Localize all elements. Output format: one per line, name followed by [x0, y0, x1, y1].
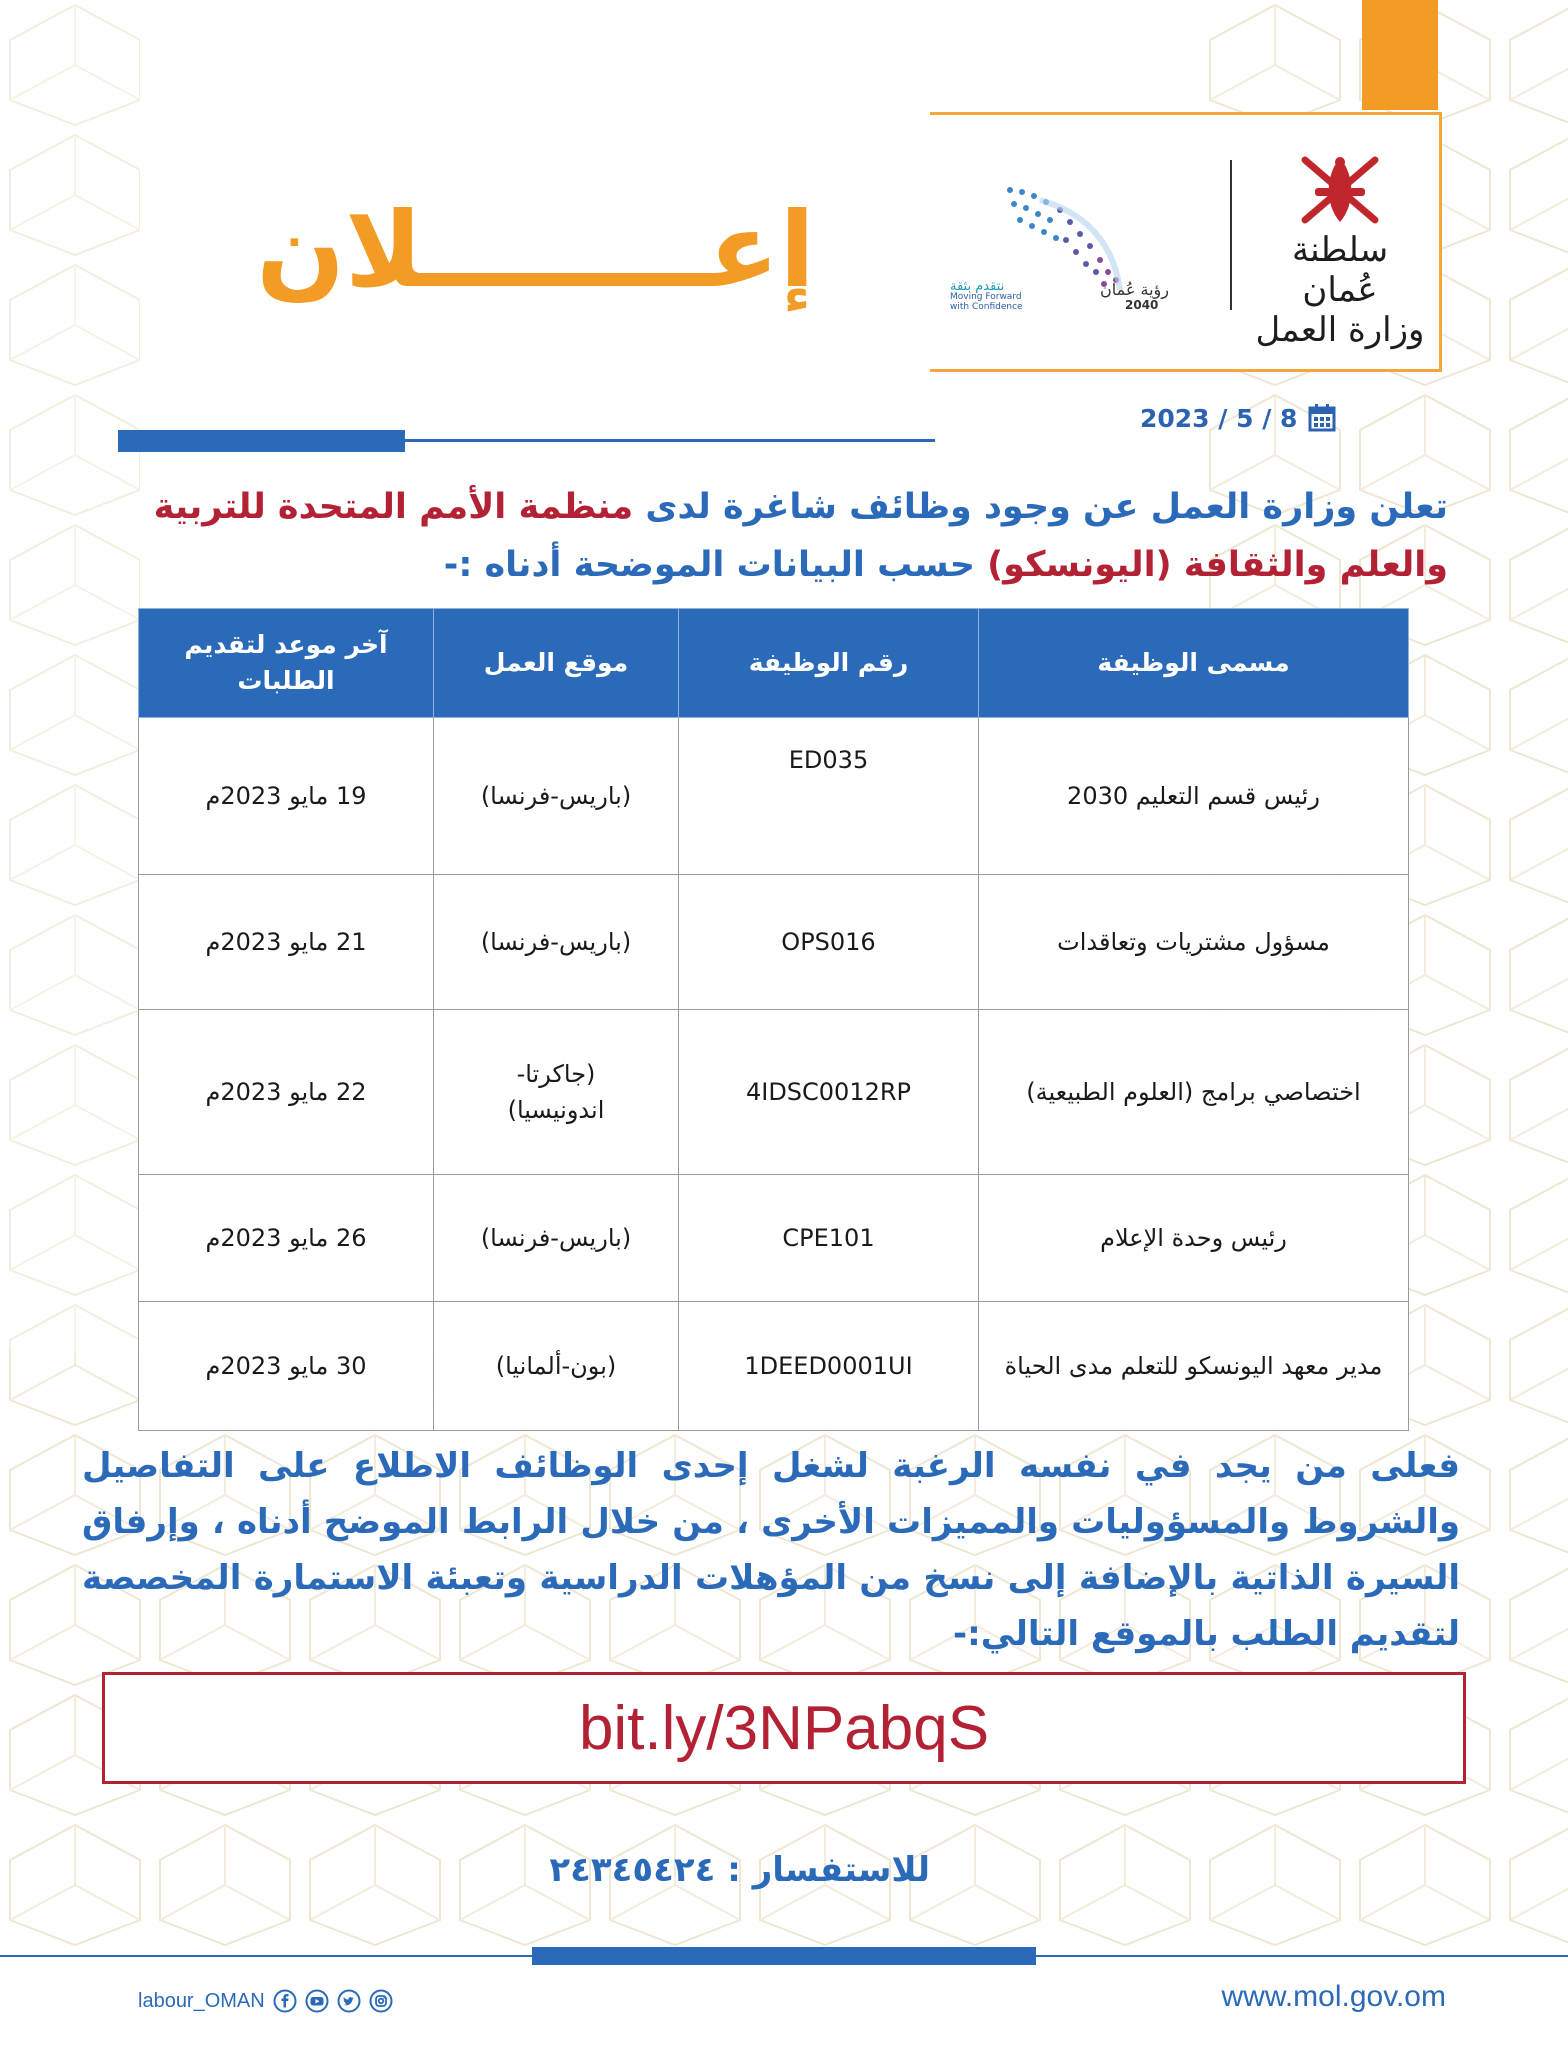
- table-header-row: [139, 609, 1409, 718]
- section-divider-thin: [405, 439, 935, 442]
- job-location: (بون-ألمانيا): [434, 1302, 679, 1431]
- job-location: (جاكرتا-اندونيسيا): [434, 1010, 679, 1175]
- website-link[interactable]: www.mol.gov.om: [1221, 1980, 1446, 2013]
- job-id: ED035: [679, 718, 979, 875]
- calendar-icon: [1307, 403, 1337, 433]
- slogan-english: Moving Forward with Confidence: [950, 292, 1023, 312]
- job-id: OPS016: [679, 875, 979, 1010]
- header-deadline: آخر موعد لتقديم الطلبات: [139, 609, 434, 718]
- page-title: إعــــــــلان: [256, 189, 815, 311]
- job-deadline: 21 مايو 2023م: [139, 875, 434, 1010]
- job-id: 1DEED0001UI: [679, 1302, 979, 1431]
- facebook-icon[interactable]: [273, 1989, 297, 2013]
- social-links: [138, 1986, 393, 2016]
- intro-organization: منظمة الأمم المتحدة للتربية والعلم والثقافة (اليونسكو): [153, 487, 1448, 585]
- instagram-icon[interactable]: [369, 1989, 393, 2013]
- header-job-id: رقم الوظيفة: [679, 609, 979, 718]
- job-deadline: 30 مايو 2023م: [139, 1302, 434, 1431]
- logo-divider: [1230, 160, 1232, 310]
- oman-emblem-icon: [1295, 150, 1385, 230]
- table-row: [139, 875, 1409, 1010]
- table-row: [139, 1010, 1409, 1175]
- vision-label: رؤية عُمان: [1100, 280, 1169, 299]
- youtube-icon[interactable]: [305, 1989, 329, 2013]
- table-row: [139, 1302, 1409, 1431]
- footer-divider-thick: [532, 1947, 1036, 1965]
- job-deadline: 19 مايو 2023م: [139, 718, 434, 875]
- header-location: موقع العمل: [434, 609, 679, 718]
- ministry-name: [1255, 230, 1425, 350]
- vision-year: 2040: [1125, 298, 1159, 312]
- twitter-icon[interactable]: [337, 1989, 361, 2013]
- ministry-line1: سلطنة عُمان: [1291, 230, 1389, 310]
- intro-paragraph: [100, 478, 1448, 594]
- logo-card-border: [930, 369, 1442, 372]
- announcement-date: 2023 / 5 / 8: [1140, 403, 1298, 433]
- job-title: رئيس وحدة الإعلام: [979, 1175, 1409, 1302]
- inquiry-phone: للاستفسار : ٢٤٣٤٥٤٢٤: [549, 1850, 930, 1890]
- slogan-arabic: نتقدم بثقة: [950, 279, 1005, 294]
- job-location: (باريس-فرنسا): [434, 1175, 679, 1302]
- orange-accent-bar: [1362, 0, 1438, 110]
- date-row: [1140, 400, 1337, 436]
- header-job-title: مسمى الوظيفة: [979, 609, 1409, 718]
- section-divider-thick: [118, 430, 405, 452]
- job-location: (باريس-فرنسا): [434, 875, 679, 1010]
- job-location: (باريس-فرنسا): [434, 718, 679, 875]
- table-row: [139, 718, 1409, 875]
- social-handle[interactable]: labour_OMAN: [138, 1989, 265, 2012]
- ministry-line2: وزارة العمل: [1255, 310, 1425, 350]
- intro-part1: تعلن وزارة العمل عن وجود وظائف شاغرة لدى: [645, 487, 1448, 527]
- application-link-box[interactable]: [102, 1672, 1466, 1784]
- job-title: مسؤول مشتريات وتعاقدات: [979, 875, 1409, 1010]
- job-title: مدير معهد اليونسكو للتعلم مدى الحياة: [979, 1302, 1409, 1431]
- job-id: 4IDSC0012RP: [679, 1010, 979, 1175]
- job-deadline: 22 مايو 2023م: [139, 1010, 434, 1175]
- job-title: رئيس قسم التعليم 2030: [979, 718, 1409, 875]
- job-deadline: 26 مايو 2023م: [139, 1175, 434, 1302]
- application-link[interactable]: bit.ly/3NPabqS: [578, 1693, 990, 1763]
- slogan: [950, 279, 1032, 312]
- application-instructions: فعلى من يجد في نفسه الرغبة لشغل إحدى الوظائف الاطلاع على التفاصيل والشروط والمسؤوليات والمميزات الأخرى ، من خلال الرابط الموضح أدناه ، وإرفاق السيرة الذاتية بالإضافة إلى نسخ من المؤهلات الدراسية وتعبئة الاستمارة المخصصة لتقديم الطلب بالموقع التالي:-: [82, 1446, 1460, 1654]
- table-row: [139, 1175, 1409, 1302]
- job-title: اختصاصي برامج (العلوم الطبيعية): [979, 1010, 1409, 1175]
- jobs-table: [138, 608, 1409, 1431]
- job-id: CPE101: [679, 1175, 979, 1302]
- intro-part2: حسب البيانات الموضحة أدناه :-: [443, 545, 975, 585]
